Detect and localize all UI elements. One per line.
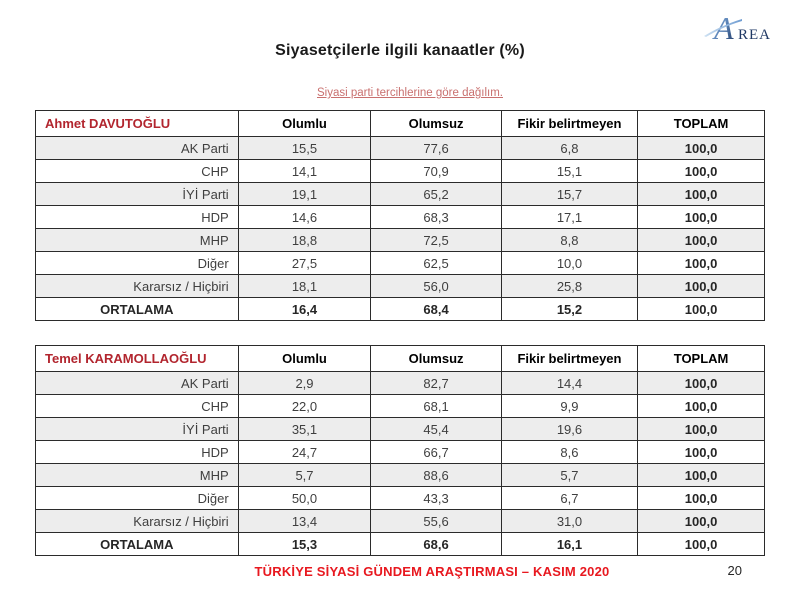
table-row (36, 395, 765, 418)
value-cell: 22,0 (238, 395, 371, 418)
value-cell: 16,1 (501, 533, 637, 556)
column-header: Fikir belirtmeyen (501, 111, 637, 137)
value-cell: 31,0 (501, 510, 637, 533)
table-row (36, 487, 765, 510)
value-cell: 25,8 (501, 275, 637, 298)
value-cell: 100,0 (638, 487, 765, 510)
page-subtitle: Siyasi parti tercihlerine göre dağılım. (317, 87, 503, 99)
value-cell: 100,0 (638, 206, 765, 229)
table-row (36, 183, 765, 206)
value-cell: 16,4 (238, 298, 371, 321)
value-cell: 45,4 (371, 418, 501, 441)
value-cell: 13,4 (238, 510, 371, 533)
page-title: Siyasetçilerle ilgili kanaatler (%) (275, 42, 525, 59)
value-cell: 17,1 (501, 206, 637, 229)
table-row (36, 206, 765, 229)
value-cell: 18,1 (238, 275, 371, 298)
value-cell: 14,4 (501, 372, 637, 395)
value-cell: 100,0 (638, 160, 765, 183)
logo-letters-rest: REA (738, 27, 771, 43)
value-cell: 43,3 (371, 487, 501, 510)
value-cell: 65,2 (371, 183, 501, 206)
value-cell: 100,0 (638, 252, 765, 275)
column-header: TOPLAM (638, 346, 765, 372)
table-row (36, 418, 765, 441)
average-row (36, 298, 765, 321)
value-cell: 15,2 (501, 298, 637, 321)
value-cell: 100,0 (638, 137, 765, 160)
subtitle-wrap (0, 83, 800, 101)
value-cell: 100,0 (638, 441, 765, 464)
value-cell: 8,8 (501, 229, 637, 252)
table-header-row (36, 111, 765, 137)
value-cell: 9,9 (501, 395, 637, 418)
row-label: MHP (36, 464, 239, 487)
politician-name: Ahmet DAVUTOĞLU (36, 111, 239, 137)
row-label: Kararsız / Hiçbiri (36, 510, 239, 533)
value-cell: 55,6 (371, 510, 501, 533)
value-cell: 19,1 (238, 183, 371, 206)
value-cell: 15,1 (501, 160, 637, 183)
row-label: CHP (36, 160, 239, 183)
value-cell: 100,0 (638, 275, 765, 298)
value-cell: 50,0 (238, 487, 371, 510)
value-cell: 6,8 (501, 137, 637, 160)
value-cell: 100,0 (638, 510, 765, 533)
row-label: MHP (36, 229, 239, 252)
row-label: İYİ Parti (36, 183, 239, 206)
value-cell: 72,5 (371, 229, 501, 252)
value-cell: 10,0 (501, 252, 637, 275)
value-cell: 19,6 (501, 418, 637, 441)
value-cell: 15,3 (238, 533, 371, 556)
row-label: ORTALAMA (36, 298, 239, 321)
value-cell: 15,7 (501, 183, 637, 206)
value-cell: 100,0 (638, 372, 765, 395)
value-cell: 14,6 (238, 206, 371, 229)
column-header: Olumlu (238, 111, 371, 137)
politician-name: Temel KARAMOLLAOĞLU (36, 346, 239, 372)
karamollaoglu-table (35, 345, 765, 556)
value-cell: 27,5 (238, 252, 371, 275)
value-cell: 56,0 (371, 275, 501, 298)
value-cell: 2,9 (238, 372, 371, 395)
logo-letter-a: A (714, 10, 734, 46)
value-cell: 77,6 (371, 137, 501, 160)
column-header: Olumsuz (371, 346, 501, 372)
column-header: Fikir belirtmeyen (501, 346, 637, 372)
table-header-row (36, 346, 765, 372)
footer (0, 563, 800, 581)
value-cell: 68,6 (371, 533, 501, 556)
value-cell: 15,5 (238, 137, 371, 160)
row-label: Kararsız / Hiçbiri (36, 275, 239, 298)
row-label: CHP (36, 395, 239, 418)
davutoglu-table (35, 110, 765, 321)
value-cell: 100,0 (638, 533, 765, 556)
row-label: Diğer (36, 252, 239, 275)
table-row (36, 229, 765, 252)
value-cell: 70,9 (371, 160, 501, 183)
row-label: HDP (36, 441, 239, 464)
value-cell: 68,3 (371, 206, 501, 229)
column-header: TOPLAM (638, 111, 765, 137)
table-row (36, 510, 765, 533)
row-label: AK Parti (36, 137, 239, 160)
value-cell: 62,5 (371, 252, 501, 275)
footer-title: TÜRKİYE SİYASİ GÜNDEM ARAŞTIRMASI – KASIM 2020 (254, 564, 610, 579)
value-cell: 5,7 (238, 464, 371, 487)
value-cell: 100,0 (638, 395, 765, 418)
value-cell: 100,0 (638, 298, 765, 321)
value-cell: 100,0 (638, 418, 765, 441)
row-label: HDP (36, 206, 239, 229)
column-header: Olumlu (238, 346, 371, 372)
value-cell: 82,7 (371, 372, 501, 395)
table-row (36, 275, 765, 298)
value-cell: 68,4 (371, 298, 501, 321)
value-cell: 18,8 (238, 229, 371, 252)
average-row (36, 533, 765, 556)
row-label: AK Parti (36, 372, 239, 395)
value-cell: 8,6 (501, 441, 637, 464)
row-label: İYİ Parti (36, 418, 239, 441)
value-cell: 24,7 (238, 441, 371, 464)
table-row (36, 137, 765, 160)
value-cell: 14,1 (238, 160, 371, 183)
value-cell: 66,7 (371, 441, 501, 464)
table-row (36, 441, 765, 464)
value-cell: 35,1 (238, 418, 371, 441)
table-row (36, 160, 765, 183)
table-row (36, 252, 765, 275)
table-row (36, 372, 765, 395)
table-row (36, 464, 765, 487)
column-header: Olumsuz (371, 111, 501, 137)
value-cell: 68,1 (371, 395, 501, 418)
value-cell: 6,7 (501, 487, 637, 510)
value-cell: 100,0 (638, 464, 765, 487)
row-label: ORTALAMA (36, 533, 239, 556)
value-cell: 5,7 (501, 464, 637, 487)
value-cell: 88,6 (371, 464, 501, 487)
row-label: Diğer (36, 487, 239, 510)
value-cell: 100,0 (638, 183, 765, 206)
value-cell: 100,0 (638, 229, 765, 252)
page-number: 20 (727, 563, 742, 578)
